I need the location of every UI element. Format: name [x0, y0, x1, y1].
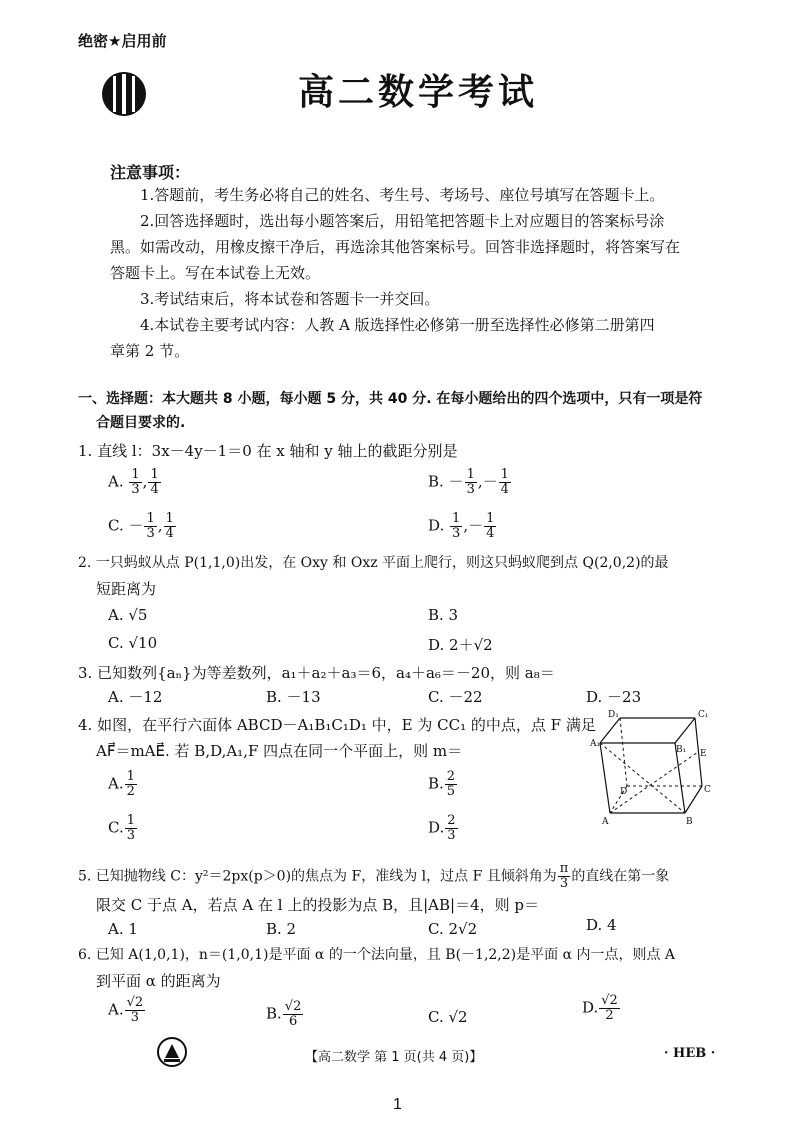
question-6-stem: 6. 已知 A(1,0,1)，n＝(1,0,1)是平面 α 的一个法向量，且 B(－1,2,2)是平面 α 内一点，则点 A — [78, 947, 676, 963]
notice-line: 答题卡上。写在本试卷上无效。 — [110, 264, 321, 282]
q4-option-b: B. $\frac{2}{5}$ — [428, 769, 456, 799]
fig-label: B₁ — [676, 745, 687, 755]
fig-label: C₁ — [698, 710, 709, 720]
q5-option-d: D. 4 — [586, 916, 617, 934]
q6-option-b: B. $\frac{√2}{6}$ — [266, 999, 302, 1029]
question-2-stem: 2. 一只蚂蚁从点 P(1,1,0)出发，在 Oxy 和 Oxz 平面上爬行，则这只蚂蚁爬到点 Q(2,0,2)的最 — [78, 555, 669, 571]
fig-label: A₁ — [590, 739, 601, 749]
confidential-label: 绝密★启用前 — [78, 32, 167, 50]
q1-option-a: A. $\frac{1}{3}$ , $\frac{1}{4}$ — [108, 467, 159, 497]
question-5-stem: 5. 已知抛物线 C：y²＝2px(p＞0)的焦点为 F，准线为 l，过点 F 且倾斜角为 $\frac{\pi}{3}$ 的直线在第一象 — [78, 861, 670, 891]
q4-option-a: A. $\frac{1}{2}$ — [108, 769, 135, 799]
notice-line: 章第 2 节。 — [110, 342, 190, 360]
q1-option-c: C. － $\frac{1}{3}$ , $\frac{1}{4}$ — [108, 511, 174, 541]
fig-label: C — [704, 785, 711, 795]
notice-line: 2.回答选择题时，选出每小题答案后，用铅笔把答题卡上对应题目的答案标号涂 — [140, 212, 665, 230]
fig-label: A — [602, 817, 609, 827]
question-5-stem-cont: 限交 C 于点 A，若点 A 在 l 上的投影为点 B，且|AB|＝4，则 p＝ — [96, 896, 539, 914]
page-footer: 【高二数学 第 1 页(共 4 页)】 — [305, 1050, 483, 1065]
footer-code: · HEB · — [664, 1046, 716, 1061]
page-number: 1 — [393, 1096, 402, 1113]
question-2-stem-cont: 短距离为 — [96, 580, 157, 598]
q3-option-c: C. －22 — [428, 688, 483, 706]
q3-option-d: D. －23 — [586, 688, 642, 706]
q3-option-b: B. －13 — [266, 688, 321, 706]
q4-option-c: C. $\frac{1}{3}$ — [108, 813, 135, 843]
section-heading: 一、选择题：本大题共 8 小题，每小题 5 分，共 40 分. 在每小题给出的四个选项中，只有一项是符 — [78, 391, 703, 407]
fig-label: D — [620, 787, 628, 797]
fig-label: D₁ — [608, 710, 619, 720]
question-4-stem: 4. 如图，在平行六面体 ABCD－A₁B₁C₁D₁ 中，E 为 CC₁ 的中点，点 F 满足 — [78, 716, 596, 734]
notice-heading: 注意事项： — [110, 163, 191, 182]
q3-option-a: A. －12 — [108, 688, 163, 706]
q1-option-d: D. $\frac{1}{3}$ ,－ $\frac{1}{4}$ — [428, 511, 495, 541]
question-4-stem-cont: AF⃗＝mAE⃗. 若 B,D,A₁,F 四点在同一个平面上，则 m＝ — [96, 742, 463, 760]
question-3-stem: 3. 已知数列{aₙ}为等差数列，a₁＋a₂＋a₃＝6，a₄＋a₆＝－20，则 a₈＝ — [78, 664, 555, 682]
exam-logo-icon — [100, 70, 148, 118]
fig-label: E — [700, 749, 707, 759]
notice-line: 1.答题前，考生务必将自己的姓名、考生号、考场号、座位号填写在答题卡上。 — [140, 186, 665, 204]
q6-option-d: D. $\frac{√2}{2}$ — [582, 993, 618, 1023]
notice-line: 4.本试卷主要考试内容：人教 A 版选择性必修第一册至选择性必修第二册第四 — [140, 316, 655, 334]
q6-option-c: C. √2 — [428, 1008, 468, 1026]
q2-option-a: A. √5 — [108, 606, 148, 624]
exam-title: 高二数学考试 — [298, 72, 539, 113]
q2-option-b: B. 3 — [428, 606, 459, 624]
q4-option-d: D. $\frac{2}{3}$ — [428, 813, 456, 843]
q1-option-b: B. － $\frac{1}{3}$ ,－ $\frac{1}{4}$ — [428, 467, 509, 497]
q5-option-b: B. 2 — [266, 920, 297, 938]
notice-line: 黑。如需改动，用橡皮擦干净后，再选涂其他答案标号。回答非选择题时，将答案写在 — [110, 238, 681, 256]
fig-label: B — [686, 817, 693, 827]
parallelepiped-figure — [590, 708, 720, 828]
section-heading-cont: 合题目要求的. — [96, 415, 186, 431]
question-6-stem-cont: 到平面 α 的距离为 — [96, 972, 221, 990]
question-1-stem: 1. 直线 l：3x－4y－1＝0 在 x 轴和 y 轴上的截距分别是 — [78, 442, 458, 460]
publisher-logo-icon — [156, 1036, 188, 1068]
q6-option-a: A. $\frac{√2}{3}$ — [108, 995, 144, 1025]
q2-option-d: D. 2＋√2 — [428, 636, 493, 654]
q5-option-a: A. 1 — [108, 920, 138, 938]
q2-option-c: C. √10 — [108, 634, 158, 652]
q5-option-c: C. 2√2 — [428, 920, 478, 938]
notice-line: 3.考试结束后，将本试卷和答题卡一并交回。 — [140, 290, 440, 308]
